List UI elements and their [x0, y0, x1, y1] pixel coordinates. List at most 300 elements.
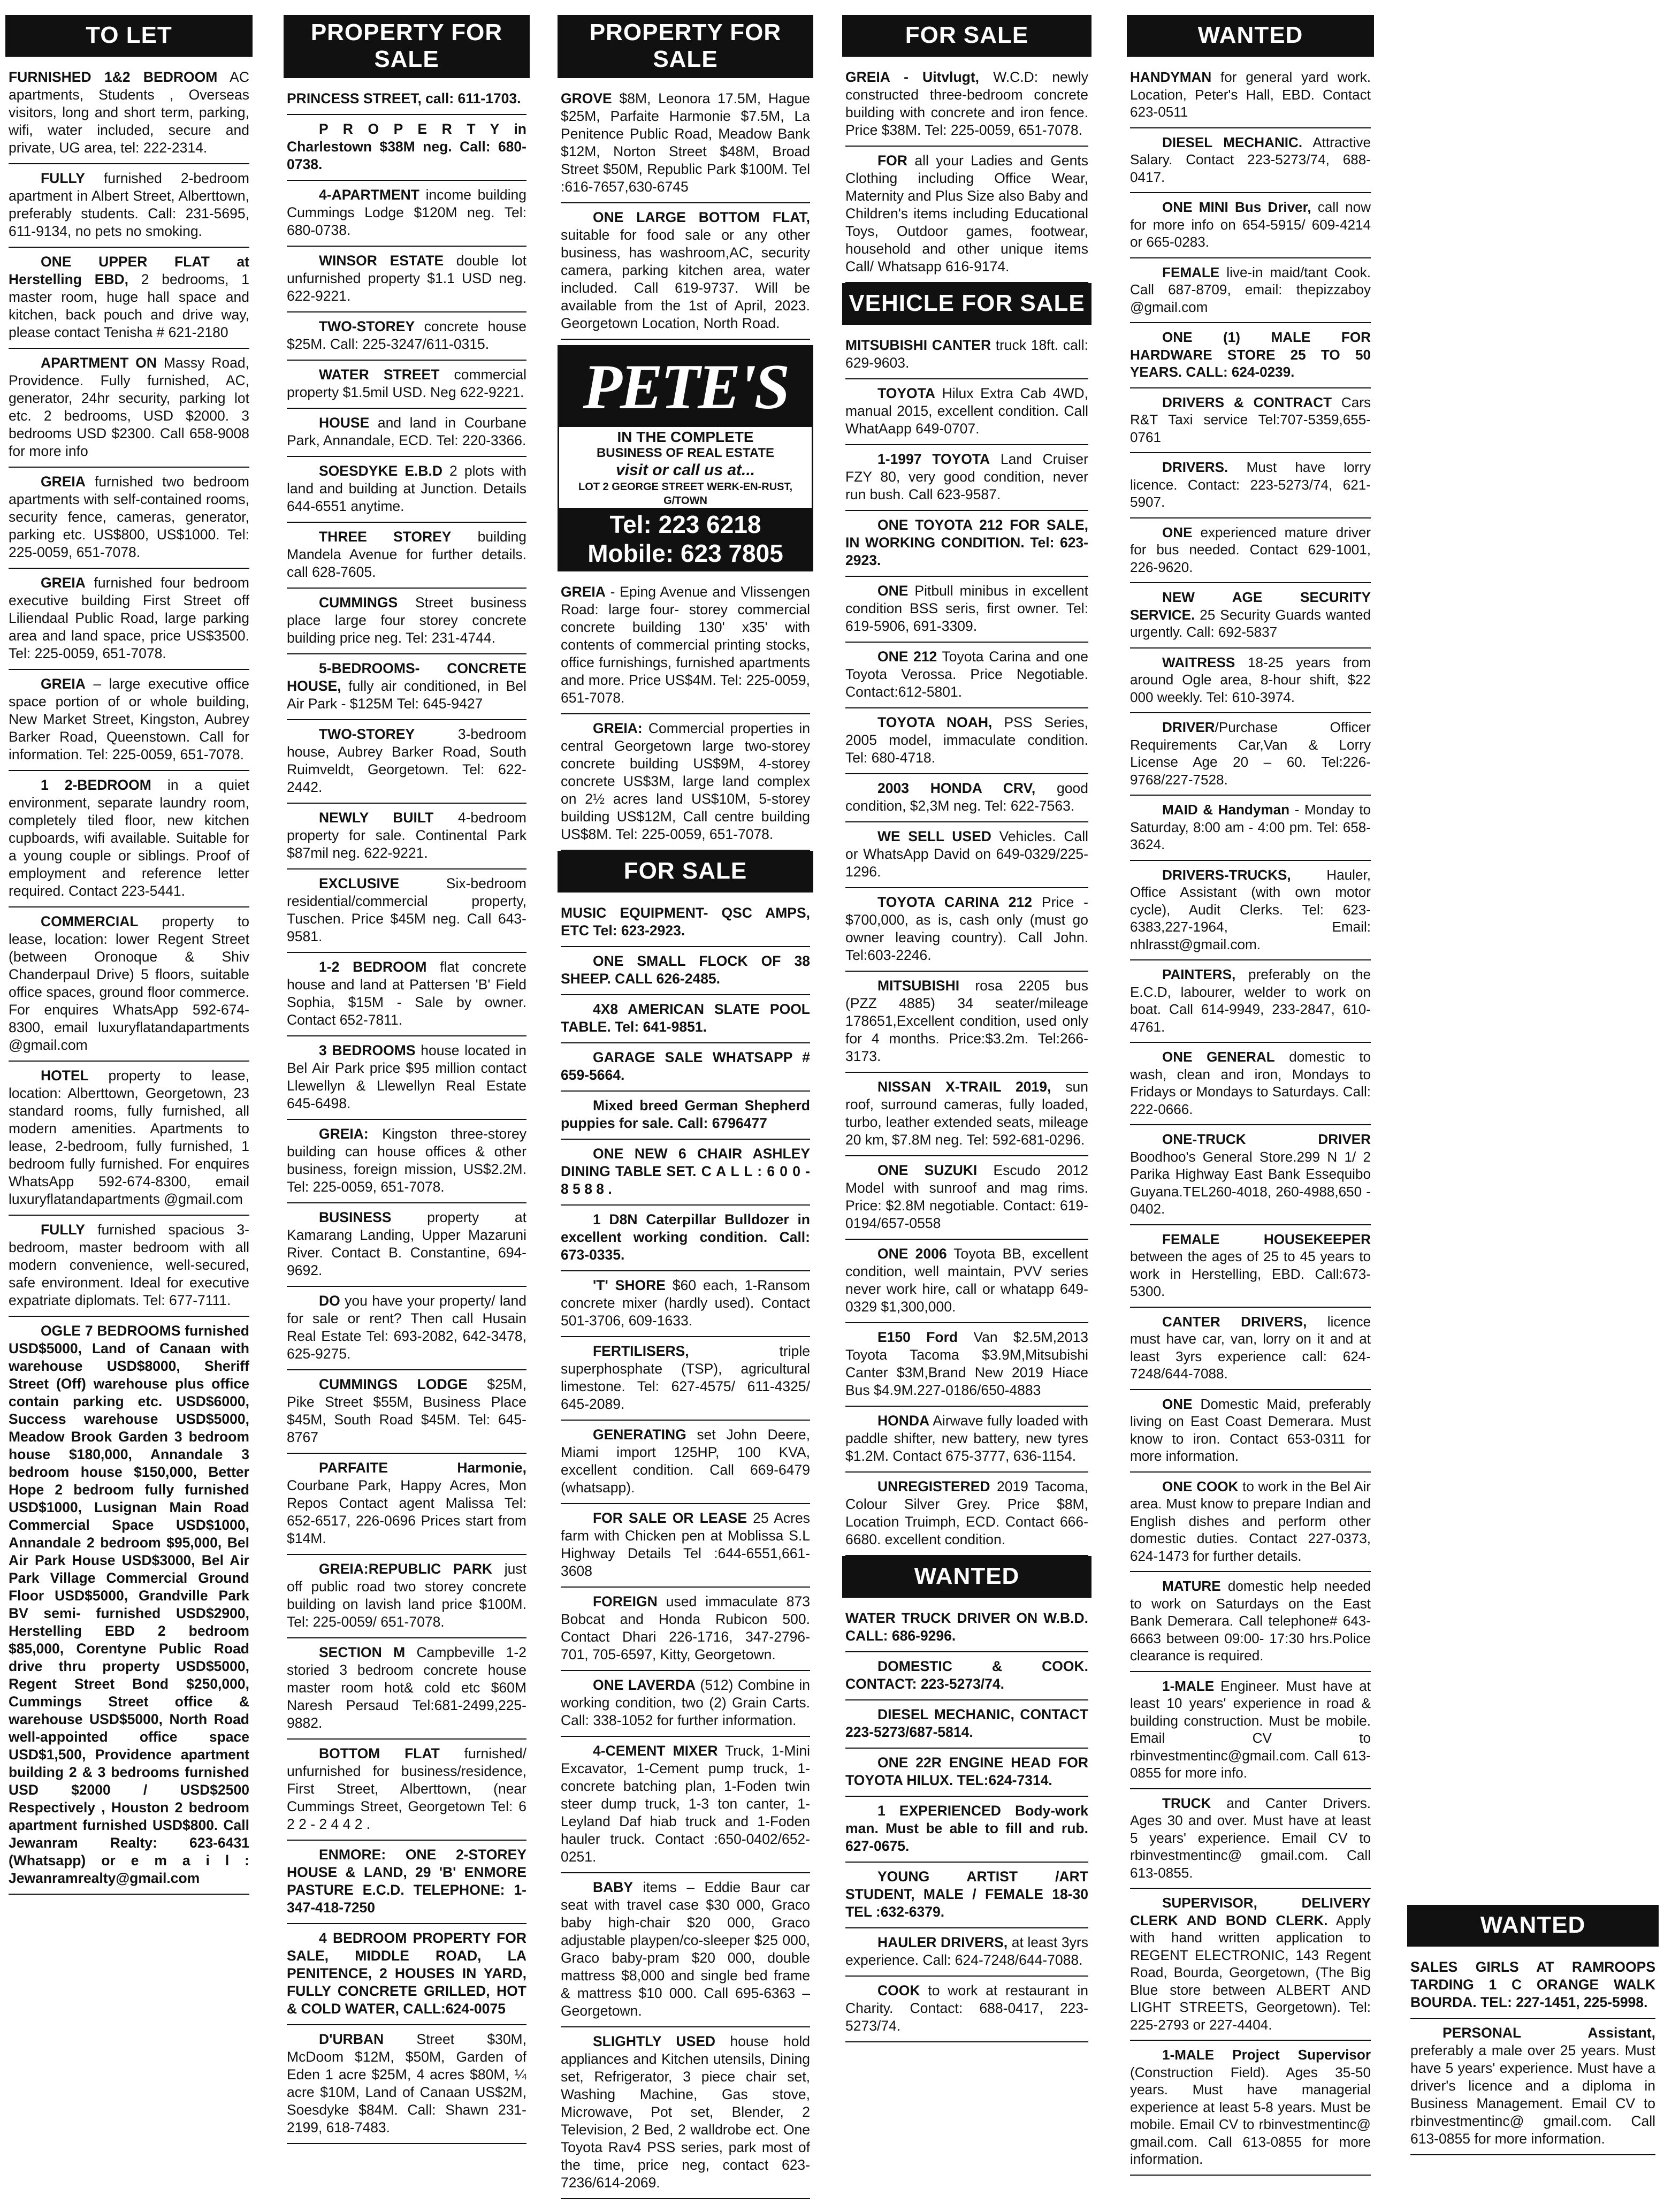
ad-body: Campbeville 1-2 storied 3 bedroom concrete house master room hot& cold etc $60M Naresh Persaud Tel:681-2499,225-9882. [287, 1644, 526, 1731]
ad-body: 2 bedrooms, 1 master room, huge hall space and kitchen, back pouch and drive way, please contact Tenisha # 621-2180 [9, 271, 249, 340]
ad-heading: DRIVER [1162, 719, 1215, 735]
ad-body: preferably a male over 25 years. Must have 5 years' experience. Must have a driver's licence and a diploma in Business Management. Email CV to rbinvestmentinc@ gmail.com. Call 613-0855 for more information. [1410, 2042, 1655, 2147]
ad-heading: PERSONAL Assistant, [1442, 2025, 1655, 2041]
ad-body: domestic help needed to work on Saturdays on the East Bank Demerara. Call telephone# 643-6663 between 09:00- 17:30 hrs.Police clearance is required. [1130, 1578, 1371, 1664]
section-header: PROPERTY FOR SALE [558, 15, 813, 78]
ad-heading: APARTMENT ON [41, 355, 157, 371]
ad-body: /Purchase Officer Requirements Car,Van & Lorry License Age 20 – 60. Tel:226-9768/227-7528. [1130, 719, 1371, 788]
classified-ad [1130, 861, 1371, 961]
classified-ad [845, 1977, 1088, 2042]
ad-list [1407, 1947, 1659, 2155]
ad-heading: HONDA [877, 1413, 930, 1429]
classified-ad [845, 1928, 1088, 1977]
section-header: PROPERTY FOR SALE [284, 15, 530, 78]
ad-heading: GENERATING [593, 1427, 686, 1443]
classified-ad [561, 714, 810, 851]
ad-heading: PAINTERS, [1162, 966, 1236, 982]
ad-body: Attractive Salary. Contact 223-5273/74, 688-0417. [1130, 134, 1371, 185]
classified-ad [845, 1797, 1088, 1863]
ad-heading: TOYOTA NOAH, [877, 714, 993, 730]
ad-heading: PRINCESS STREET, call: 611-1703. [287, 90, 521, 106]
classified-ad [287, 1036, 526, 1120]
ad-heading: 2003 HONDA CRV, [877, 780, 1036, 796]
ad-heading: DIESEL MECHANIC. [1162, 134, 1303, 150]
ad-body: building Mandela Avenue for further details. call 628-7605. [287, 529, 526, 580]
ad-heading: OGLE 7 BEDROOMS furnished USD$5000, Land of Canaan with warehouse USD$8000, Sheriff Street (Off) warehouse plus office contain parking etc. USD$6000, Success warehouse USD$5000, Meadow Brook Garden 3 bedroom house $180,000, Annandale 3 bedroom house $150,000, Better Hope 2 bedroom fully furnished USD$1000, Lusignan Main Road Commercial Space USD$1000, Annandale 2 bedroom $95,000, Bel Air Park House USD$3000, Bel Air Park Village Commercial Ground Floor USD$5000, Grandville Park BV semi- furnished USD$2900, Herstelling EBD 2 bedroom $85,000, Corentyne Public Road drive thru property USD$5000, Regent Street Bond $250,000, Cummings Street office & warehouse USD$5000, North Road well-appointed office space USD$1,500, Providence apartment building 2 & 3 bedrooms furnished USD $2000 / USD$2500 Respectively , Houston 2 bedroom apartment furnished USD$800. Call Jewanram Realty: 623-6431 (Whatsapp) or e m a i l : Jewanramrealty@gmail.com [9, 1323, 249, 1886]
ad-body: furnished 2-bedroom apartment in Albert Street, Alberttown, preferably students. Call: 231-5695, 611-9134, no pets no smoking. [9, 170, 249, 239]
classified-ad [1130, 1225, 1371, 1308]
classified-ad [845, 774, 1088, 822]
ad-body: – large executive office space portion of or whole building, New Market Street, Kingston, Aubrey Barker Road, Queenstown. Call for information. Tel: 225-0059, 651-7078. [9, 676, 249, 762]
section-header: TO LET [5, 15, 253, 57]
classified-ad [1410, 2019, 1655, 2155]
ad-heading: SLIGHTLY USED [593, 2033, 716, 2049]
ad-body: Toyota BB, excellent condition, well maintain, PVV series never work hire, call or whatapp 649-0329 $1,300,000. [845, 1246, 1088, 1315]
ad-heading: ONE 22R ENGINE HEAD FOR TOYOTA HILUX. TEL:624-7314. [845, 1755, 1088, 1788]
ad-heading: GREIA [41, 474, 86, 490]
ad-heading: HANDYMAN [1130, 69, 1212, 85]
classified-ad [845, 1863, 1088, 1928]
ad-list [5, 57, 253, 1895]
ad-heading: MITSUBISHI CANTER [845, 337, 991, 353]
ad-heading: TOYOTA CARINA 212 [877, 894, 1033, 910]
petes-mobile-text: Mobile: 623 7805 [587, 539, 783, 567]
ad-heading: DRIVERS-TRUCKS, [1162, 866, 1291, 883]
classified-ad [1130, 960, 1371, 1043]
ad-body: Boodhoo's General Store.299 N 1/ 2 Parika Highway East Bank Essequibo Guyana.TEL260-4018, 260-4988,650 - 0402. [1130, 1148, 1371, 1217]
ad-body: Domestic Maid, preferably living on East Coast Demerara. Must know to iron. Contact 653-0311 for more information. [1130, 1395, 1371, 1464]
ad-heading: 1-MALE [1162, 1677, 1215, 1694]
ad-heading: GREIA:REPUBLIC PARK [319, 1561, 493, 1577]
ad-body: Engineer. Must have at least 10 years' experience in road & building construction. Must be mobile. Email CV to rbinvestmentinc@gmail.com. Call 613-0855 for more info. [1130, 1677, 1371, 1781]
classified-ad [845, 511, 1088, 577]
ad-heading: DIESEL MECHANIC, CONTACT 223-5273/687-5814. [845, 1706, 1088, 1740]
ad-list [558, 78, 813, 340]
ad-body: good condition, $2,3M neg. Tel: 622-7563. [845, 780, 1088, 814]
classified-ad [1130, 453, 1371, 518]
ad-body: (512) Combine in working condition, two (2) Grain Carts. Call: 338-1052 for further information. [561, 1677, 810, 1728]
classified-ad [9, 907, 249, 1062]
classified-ad [845, 445, 1088, 511]
ad-heading: 1-MALE Project Supervisor [1162, 2047, 1371, 2063]
ad-body: for general yard work. Location, Peter's Hall, EBD. Contact 623-0511 [1130, 69, 1371, 120]
section-header: VEHICLE FOR SALE [842, 283, 1091, 325]
ad-body: furnished spacious 3-bedroom, master bedroom with all modern convenience, well-secured, safe environment. Ideal for executive expatriate diplomats. Tel: 677-7111. [9, 1222, 249, 1308]
column-wanted [1127, 15, 1374, 2176]
ad-heading: MATURE [1162, 1578, 1221, 1594]
column-wanted-2 [1407, 1905, 1659, 2155]
classified-ad [9, 63, 249, 164]
petes-line: visit or call us at... [615, 461, 755, 479]
ad-body: just off public road two storey concrete building on lavish land price $100M. Tel: 225-0059/ 651-7078. [287, 1561, 526, 1630]
ad-heading: FOR SALE OR LEASE [593, 1510, 747, 1526]
ad-body: house located in Bel Air Park price $95 million contact Llewellyn & Llewellyn Real Estate 645-6498. [287, 1042, 526, 1111]
ad-heading: 4X8 AMERICAN SLATE POOL TABLE. Tel: 641-9851. [561, 1001, 810, 1035]
ad-heading: GARAGE SALE WHATSAPP # 659-5664. [561, 1049, 810, 1083]
ad-body: $8M, Leonora 17.5M, Hague $25M, Parfaite Harmonie $7.5M, La Penitence Public Road, Meadow Bank $12M, Norton Street $48M, Broad Street $50M, Republic Park $100M. Tel :616-7657,630-6745 [561, 90, 810, 195]
ad-body: Escudo 2012 Model with sunroof and mag rims. Price: $2.8M negotiable. Contact: 619-0194/657-0558 [845, 1162, 1088, 1231]
ad-body: $25M, Pike Street $55M, Business Place $45M, South Road $45M. Tel: 645-8767 [287, 1376, 526, 1445]
ad-body: $60 each, 1-Ransom concrete mixer (hardly used). Contact 501-3706, 609-1633. [561, 1277, 810, 1329]
ad-heading: TRUCK [1162, 1795, 1211, 1811]
classified-ad [9, 349, 249, 468]
ad-body: Toyota Carina and one Toyota Verossa. Price Negotiable. Contact:612-5801. [845, 649, 1088, 700]
ad-heading: 4-APARTMENT [319, 187, 419, 203]
ad-body: 18-25 years from around Ogle area, 8-hour shift, $22 000 weekly. Tel: 610-3974. [1130, 654, 1371, 705]
ad-body: property to lease, location: Alberttown, Georgetown, 23 standard rooms, fully furnished, all modern amenities. Apartments to lease, 2-bedroom, fully furnished, 1 bedroom fully furnished. For enquires WhatsApp 592-674-8300, email luxuryflatandapartments @gmail.com [9, 1067, 249, 1207]
classified-ad [1410, 1953, 1655, 2019]
ad-heading: FURNISHED 1&2 BEDROOM [9, 69, 218, 85]
classified-ad [1130, 1125, 1371, 1225]
ad-heading: FOREIGN [593, 1593, 658, 1610]
ad-heading: HAULER DRIVERS, [877, 1934, 1008, 1950]
ad-heading: GREIA: [593, 720, 643, 736]
classified-ad [1130, 649, 1371, 714]
ad-body: Street $30M, McDoom $12M, $50M, Garden of Eden 1 acre $25M, 4 acres $80M, ¼ acre $10M, Land of Canaan US$2M, Soesdyke $84M. Call: Shawn 231-2199, 618-7483. [287, 2031, 526, 2135]
classified-ad [287, 1203, 526, 1287]
ad-body: suitable for food sale or any other business, has washroom,AC, security camera, parking kitchen area, water included. Call 619-9737. Will be available from the 1st of April, 2023. Georgetown Location, North Road. [561, 227, 810, 331]
classified-ad [845, 888, 1088, 972]
classified-ad [561, 1140, 810, 1206]
classified-ad [561, 2027, 810, 2199]
ad-body: in a quiet environment, separate laundry room, completely tiled floor, new kitchen cupboards, wifi available. Suitable for a young couple or siblings. Proof of employment and reference letter required. Contact 223-5441. [9, 777, 249, 899]
ad-heading: 4 BEDROOM PROPERTY FOR SALE, MIDDLE ROAD, LA PENITENCE, 2 HOUSES IN YARD, FULLY CONCRETE GRILLED, HOT & COLD WATER, CALL:624-0075 [287, 1930, 526, 2017]
classified-ad [1130, 1789, 1371, 1889]
classified-ad [561, 1271, 810, 1337]
section-header: WANTED [1127, 15, 1374, 57]
ad-heading: EXCLUSIVE [319, 875, 400, 891]
classified-ad [1130, 258, 1371, 324]
classified-ad [1130, 2041, 1371, 2176]
ad-heading: WAITRESS [1162, 654, 1235, 670]
ad-heading: WE SELL USED [877, 828, 991, 844]
ad-body: property at Kamarang Landing, Upper Mazaruni River. Contact B. Constantine, 694-9692. [287, 1209, 526, 1278]
classified-ad [287, 1370, 526, 1454]
ad-heading: THREE STOREY [319, 529, 452, 545]
classified-ad [9, 670, 249, 771]
ad-body: Pitbull minibus in excellent condition BSS seris, first owner. Tel: 619-5906, 691-3309. [845, 583, 1088, 634]
ad-body: Cars R&T Taxi service Tel:707-5359,655-0761 [1130, 394, 1371, 445]
classified-ad [287, 1638, 526, 1740]
classified-ad [845, 1652, 1088, 1700]
ad-heading: SUPERVISOR, DELIVERY CLERK AND BOND CLERK. [1130, 1895, 1371, 1928]
petes-address: LOT 2 GEORGE STREET WERK-EN-RUST, G/TOWN [578, 481, 793, 507]
classified-ad [561, 995, 810, 1043]
ad-body: Price - $700,000, as is, cash only (must go owner leaving country). Call John. Tel:603-2246. [845, 894, 1088, 963]
ad-heading: GREIA - Uitvlugt, [845, 69, 980, 85]
ad-heading: NEW AGE SECURITY SERVICE. [1130, 589, 1371, 623]
ad-body: sun roof, surround cameras, fully loaded, turbo, leather extended seats, mileage 20 km, $7.8M neg. Tel: 592-681-0296. [845, 1079, 1089, 1148]
ad-heading: ONE SMALL FLOCK OF 38 SHEEP. CALL 626-2485. [561, 953, 810, 987]
classified-ad [1130, 583, 1371, 649]
ad-body: Vehicles. Call or WhatsApp David on 649-0329/225-1296. [845, 828, 1088, 880]
ad-heading: 1 D8N Caterpillar Bulldozer in excellent working condition. Call: 673-0335. [561, 1211, 810, 1263]
classified-ad [9, 164, 249, 248]
classified-ad [845, 822, 1088, 888]
ad-heading: ENMORE: ONE 2-STOREY HOUSE & LAND, 29 'B' ENMORE PASTURE E.C.D. TELEPHONE: 1-347-418-7250 [287, 1847, 526, 1916]
column-property-for-sale-2 [558, 15, 813, 2199]
ad-heading: 'T' SHORE [593, 1277, 666, 1293]
classified-ad [1130, 63, 1371, 128]
ad-heading: 3 BEDROOMS [319, 1042, 416, 1058]
ad-heading: DRIVERS & CONTRACT [1162, 394, 1332, 410]
classified-ad [845, 1473, 1088, 1556]
section-header: FOR SALE [558, 851, 813, 893]
classified-ad [1130, 128, 1371, 194]
ad-heading: 1-2 BEDROOM [319, 959, 427, 975]
ad-body: Airwave fully loaded with paddle shifter, new battery, new tyres $1.2M. Contact 675-3777, 636-1154. [845, 1413, 1088, 1464]
ad-heading: WINSOR ESTATE [319, 253, 444, 269]
ad-heading: MAID & Handyman [1162, 802, 1290, 818]
ad-heading: FEMALE [1162, 264, 1220, 280]
ad-body: income building Cummings Lodge $120M neg. Tel: 680-0738. [287, 187, 526, 238]
ad-list [558, 578, 813, 851]
ad-heading: ONE [1162, 1395, 1193, 1412]
ad-heading: Mixed breed German Shepherd puppies for sale. Call: 6796477 [561, 1097, 810, 1131]
ad-heading: NEWLY BUILT [319, 810, 434, 826]
ad-heading: 1 EXPERIENCED Body-work man. Must be able to fill and rub. 627-0675. [845, 1803, 1088, 1854]
section-header: FOR SALE [842, 15, 1091, 57]
ad-heading: FULLY [41, 1222, 85, 1238]
classified-ad [845, 708, 1088, 774]
classified-ad [845, 1700, 1088, 1749]
section-header: WANTED [842, 1556, 1091, 1598]
ad-heading: NISSAN X-TRAIL 2019, [877, 1079, 1051, 1095]
ad-body: - Eping Avenue and Vlissengen Road: large four- storey commercial concrete building 130' x35' with contents of commercial printing stocks, office furnishings, furnished apartments and more. Price US$4M. Tel: 225-0059, 651-7078. [561, 584, 810, 706]
classified-ad [9, 771, 249, 907]
ad-heading: TOYOTA [877, 385, 935, 401]
classified-ad [561, 1206, 810, 1271]
ad-body: set John Deere, Miami import 125HP, 100 KVA, excellent condition. Call 669-6479 (whatsapp). [561, 1427, 810, 1496]
ad-body: flat concrete house and land at Pattersen 'B' Field Sophia, $15M - Sale by owner. Contact 652-7811. [287, 959, 526, 1028]
classified-ad [287, 1287, 526, 1370]
ad-heading: FOR [877, 152, 907, 169]
ad-body: Commercial properties in central Georgetown large two-storey concrete building US$9M, 4-storey concrete US$3M, large land complex on 2½ acres land US$10M, 5-storey building US$12M, Call centre building US$8M. Tel: 225-0059, 651-7078. [561, 720, 810, 842]
classified-ad [561, 1671, 810, 1737]
classified-ad [1130, 1572, 1371, 1672]
classified-ad [561, 85, 810, 203]
ad-heading: FEMALE HOUSEKEEPER [1162, 1231, 1371, 1247]
classified-ad [287, 1120, 526, 1203]
classified-ad [845, 972, 1088, 1073]
ad-body: all your Ladies and Gents Clothing including Office Wear, Maternity and Plus Size also Baby and Children's items including Educational Toys, Outdoor games, footwear, household and other unique items Call/ Whatsapp 616-9174. [845, 152, 1088, 274]
classified-ad [561, 1588, 810, 1671]
ad-list [558, 893, 813, 2199]
classified-ad [287, 361, 526, 409]
classified-ad [561, 1873, 810, 2027]
ad-body: furnished four bedroom executive building First Street off Liliendaal Public Road, large parking area and land space, price US$3500. Tel: 225-0059, 651-7078. [9, 575, 249, 661]
ad-heading: FULLY [41, 170, 85, 186]
ad-body: Six-bedroom residential/commercial property, Tuschen. Price $45M neg. Call 643-9581. [287, 875, 526, 944]
ad-body: AC apartments, Students , Overseas visitors, long and short term, parking, wifi, water included, secure and private, UG area, tel: 222-2314. [9, 69, 249, 156]
classified-ad [1130, 1308, 1371, 1390]
ad-list [1127, 57, 1374, 2176]
ad-heading: WATER TRUCK DRIVER ON W.B.D. CALL: 686-9296. [845, 1610, 1088, 1644]
ad-heading: SECTION M [319, 1644, 406, 1660]
ad-body: Must have lorry licence. Contact: 223-5273/74, 621-5907. [1130, 459, 1371, 510]
ad-heading: ONE COOK [1162, 1478, 1239, 1494]
ad-body: Hauler, Office Assistant (with own motor cycle), Audit Clerks. Tel: 623-6383,227-1964, Email: nhlrasst@gmail.com. [1130, 866, 1371, 952]
classified-ad [1130, 1672, 1371, 1789]
classified-ad [287, 1454, 526, 1555]
classified-ad [287, 720, 526, 804]
ad-body: commercial property $1.5mil USD. Neg 622-9221. [287, 367, 527, 400]
ad-heading: ONE LAVERDA [593, 1677, 696, 1693]
classified-ad [845, 643, 1088, 708]
ad-list [284, 78, 530, 2144]
ad-heading: DO [319, 1293, 340, 1309]
ad-body: Apply with hand written application to REGENT ELECTRONIC, 143 Regent Road, Bourda, Georgetown, (The Big Blue store between ALBERT AND LIGHT STREETS, Georgetown). Tel: 225-2793 or 227-4404. [1130, 1912, 1371, 2033]
classified-ad [561, 1337, 810, 1421]
classified-ad [287, 1555, 526, 1638]
petes-line: IN THE COMPLETE [617, 429, 754, 445]
classified-ad [9, 1317, 249, 1895]
ad-heading: COMMERCIAL [41, 913, 139, 929]
classified-ad [287, 869, 526, 953]
petes-tel [559, 508, 812, 570]
ad-heading: CANTER DRIVERS, [1162, 1313, 1307, 1330]
ad-heading: GREIA [41, 676, 86, 692]
classified-ad [561, 578, 810, 714]
ad-body: Street business place large four storey concrete building price neg. Tel: 231-4744. [287, 594, 526, 646]
ad-body: and land in Courbane Park, Annandale, ECD. Tel: 220-3366. [287, 415, 526, 448]
classified-ad [9, 468, 249, 569]
classified-ad [287, 85, 526, 115]
ad-body: Hilux Extra Cab 4WD, manual 2015, excellent condition. Call WhatAapp 649-0707. [845, 385, 1088, 437]
ad-heading: 1-1997 TOYOTA [877, 451, 990, 467]
classified-ad [287, 409, 526, 457]
classified-ad [287, 953, 526, 1036]
classified-ad [845, 1407, 1088, 1473]
ad-heading: GREIA [561, 584, 606, 600]
column-for-sale [842, 15, 1091, 2042]
ad-body: 4-bedroom property for sale. Continental Park $87mil neg. 622-9221. [287, 810, 527, 861]
ad-body: truck 18ft. call: 629-9603. [845, 337, 1089, 371]
ad-heading: TWO-STOREY [319, 726, 415, 742]
ad-heading: GROVE [561, 90, 612, 106]
ad-body: preferably on the E.C.D, labourer, welder to work on boat. Call 614-9949, 233-2847, 610-4761. [1130, 966, 1371, 1035]
classified-ad [1130, 1043, 1371, 1125]
ad-body: used immaculate 873 Bobcat and Honda Rubicon 500. Contact Dhari 226-1716, 347-2796-701, 705-6597, Kitty, Georgetown. [561, 1593, 810, 1662]
classified-ad [287, 457, 526, 523]
petes-real-estate-ad [558, 345, 813, 571]
ad-body: 3-bedroom house, Aubrey Barker Road, South Ruimveldt, Georgetown. Tel: 622-2442. [287, 726, 526, 795]
ad-heading: BOTTOM FLAT [319, 1745, 440, 1761]
ad-body: Kingston three-storey building can house offices & other business, foreign mission, US$2.2M. Tel: 225-0059, 651-7078. [287, 1126, 526, 1195]
ad-body: and Canter Drivers. Ages 30 and over. Must have at least 5 years' experience. Email CV to rbinvestmentinc@ gmail.com. Call 613-0855. [1130, 1795, 1371, 1881]
classified-ad [1130, 193, 1371, 258]
classified-ad [9, 248, 249, 349]
ad-body: between the ages of 25 to 45 years to work in Herstelling, EBD. Call:673-5300. [1130, 1248, 1371, 1299]
ad-body: (Construction Field). Ages 35-50 years. Must have managerial experience at least 5-8 years. Must be mobile. Email CV to rbinvestmentinc@ gmail.com. Call 613-0855 for more information. [1130, 2064, 1371, 2167]
ad-body: at least 3yrs experience. Call: 624-7248/644-7088. [845, 1934, 1088, 1968]
ad-body: rosa 2205 bus (PZZ 4885) 34 seater/mileage 178651,Excellent condition, used only for 4 months. Price:$3.2m. Tel:266-3173. [845, 978, 1088, 1064]
column-property-for-sale-1 [284, 15, 530, 2144]
classified-ad [1130, 713, 1371, 796]
ad-body: to work in the Bel Air area. Must know to prepare Indian and English dishes and perform other domestic duties. Contact 227-0373, 624-1473 for further details. [1130, 1478, 1371, 1564]
ad-heading: WATER STREET [319, 367, 440, 383]
ad-body: fully air conditioned, in Bel Air Park - $125M Tel: 645-9427 [287, 678, 526, 712]
ad-body: furnished two bedroom apartments with self-contained rooms, security fence, cameras, generator, parking etc. US$800, US$1000. Tel: 225-0059, 651-7078. [9, 474, 249, 560]
classified-ad [9, 1062, 249, 1216]
ad-body: licence must have car, van, lorry on it and at least 3yrs experience call: 624-7248/644-7088. [1130, 1313, 1371, 1382]
petes-line: BUSINESS OF REAL ESTATE [596, 446, 775, 460]
ad-list [842, 325, 1091, 1556]
ad-heading: FERTILISERS, [593, 1343, 689, 1359]
section-header: WANTED [1407, 1905, 1659, 1947]
ad-heading: BABY [593, 1879, 633, 1895]
ad-heading: ONE MINI Bus Driver, [1162, 199, 1311, 215]
classified-ad [1130, 388, 1371, 454]
classified-ad [287, 2025, 526, 2144]
classified-ad [845, 1073, 1088, 1156]
ad-heading: BUSINESS [319, 1209, 392, 1225]
ad-heading: MUSIC EQUIPMENT- QSC AMPS, ETC Tel: 623-2923. [561, 905, 810, 939]
ad-body: PSS Series, 2005 model, immaculate condition. Tel: 680-4718. [845, 714, 1089, 766]
ad-body: you have your property/ land for sale or rent? Then call Husain Real Estate Tel: 693-2082, 642-3478, 625-9275. [287, 1293, 526, 1362]
ad-heading: CUMMINGS [319, 594, 398, 611]
ad-body: to work at restaurant in Charity. Contact: 688-0417, 223-5273/74. [845, 1982, 1088, 2034]
classified-ad [1130, 518, 1371, 584]
ad-heading: ONE [1162, 524, 1193, 540]
classified-ad [561, 1737, 810, 1873]
ad-heading: ONE GENERAL [1162, 1049, 1275, 1065]
classified-ad [287, 1740, 526, 1841]
classified-ad [561, 203, 810, 340]
ad-body: double lot unfurnished property $1.1 USD neg. 622-9221. [287, 253, 526, 304]
ad-heading: MITSUBISHI [877, 978, 960, 994]
classified-ad [561, 1504, 810, 1588]
classified-ad [1130, 1889, 1371, 2041]
ad-list [842, 57, 1091, 283]
classified-ad [845, 63, 1088, 147]
ad-heading: ONE SUZUKI [877, 1162, 978, 1178]
classified-ad [287, 247, 526, 312]
classified-ad [845, 577, 1088, 643]
classified-ad [287, 523, 526, 589]
ad-heading: ONE NEW 6 CHAIR ASHLEY DINING TABLE SET. C A L L : 6 0 0 - 8 5 8 8 . [561, 1146, 810, 1197]
ad-list [842, 1598, 1091, 2042]
ad-heading: GREIA: [319, 1126, 369, 1142]
column-to-let [5, 15, 253, 1895]
ad-heading: PARFAITE Harmonie, [319, 1460, 526, 1476]
ad-body: 25 Security Guards wanted urgently. Call: 692-5837 [1130, 606, 1371, 640]
ad-heading: GREIA [41, 575, 86, 591]
ad-heading: TWO-STOREY [319, 318, 415, 334]
ad-body: Massy Road, Providence. Fully furnished, AC, generator, 24hr security, parking lot etc. 2 bedrooms, USD $2000. 3 bedrooms USD $2300. Call 658-9008 for more info [9, 355, 249, 459]
ad-heading: DRIVERS. [1162, 459, 1228, 475]
ad-heading: ONE-TRUCK DRIVER [1162, 1131, 1371, 1147]
ad-heading: DOMESTIC & COOK. CONTACT: 223-5273/74. [845, 1658, 1088, 1692]
classified-ad [561, 947, 810, 995]
classified-ad [287, 312, 526, 361]
classified-ad [287, 115, 526, 181]
ad-heading: ONE UPPER FLAT at Herstelling EBD, [9, 254, 249, 287]
classified-ad [845, 1604, 1088, 1652]
ad-heading: UNREGISTERED [877, 1478, 990, 1494]
ad-body: property to lease, location: lower Regent Street (between Oronoque & Shiv Chanderpaul Drive) 5 floors, suitable office spaces, ground floor commerce. For enquires WhatsApp 592-674-8300, email luxuryflatandapartments @gmail.com [9, 913, 249, 1053]
classified-ad [845, 1323, 1088, 1407]
ad-heading: ONE 2006 [877, 1246, 947, 1262]
ad-heading: ONE TOYOTA 212 FOR SALE, IN WORKING CONDITION. Tel: 623-2923. [845, 517, 1088, 568]
ad-body: items – Eddie Baur car seat with travel case $30 000, Graco baby high-chair $20 000, Graco adjustable playpen/co-sleeper $25 000, Graco baby-pram $20 000, double mattress $8,000 and single bed frame & mattress $10 000. Call 695-6363 – Georgetown. [561, 1879, 810, 2019]
ad-body: 2 plots with land and building at Junction. Details 644-6551 anytime. [287, 463, 526, 514]
ad-heading: P R O P E R T Y in Charlestown $38M neg. Call: 680-0738. [287, 121, 526, 172]
classified-ad [561, 1043, 810, 1092]
ad-body: 2019 Tacoma, Colour Silver Grey. Price $8M, Location Truimph, ECD. Contact 666-6680. excellent condition. [845, 1478, 1088, 1547]
ad-heading: 4-CEMENT MIXER [593, 1743, 718, 1759]
ad-body: domestic to wash, clean and iron, Mondays to Fridays or Mondays to Saturdays. Call: 222-0666. [1130, 1049, 1371, 1117]
